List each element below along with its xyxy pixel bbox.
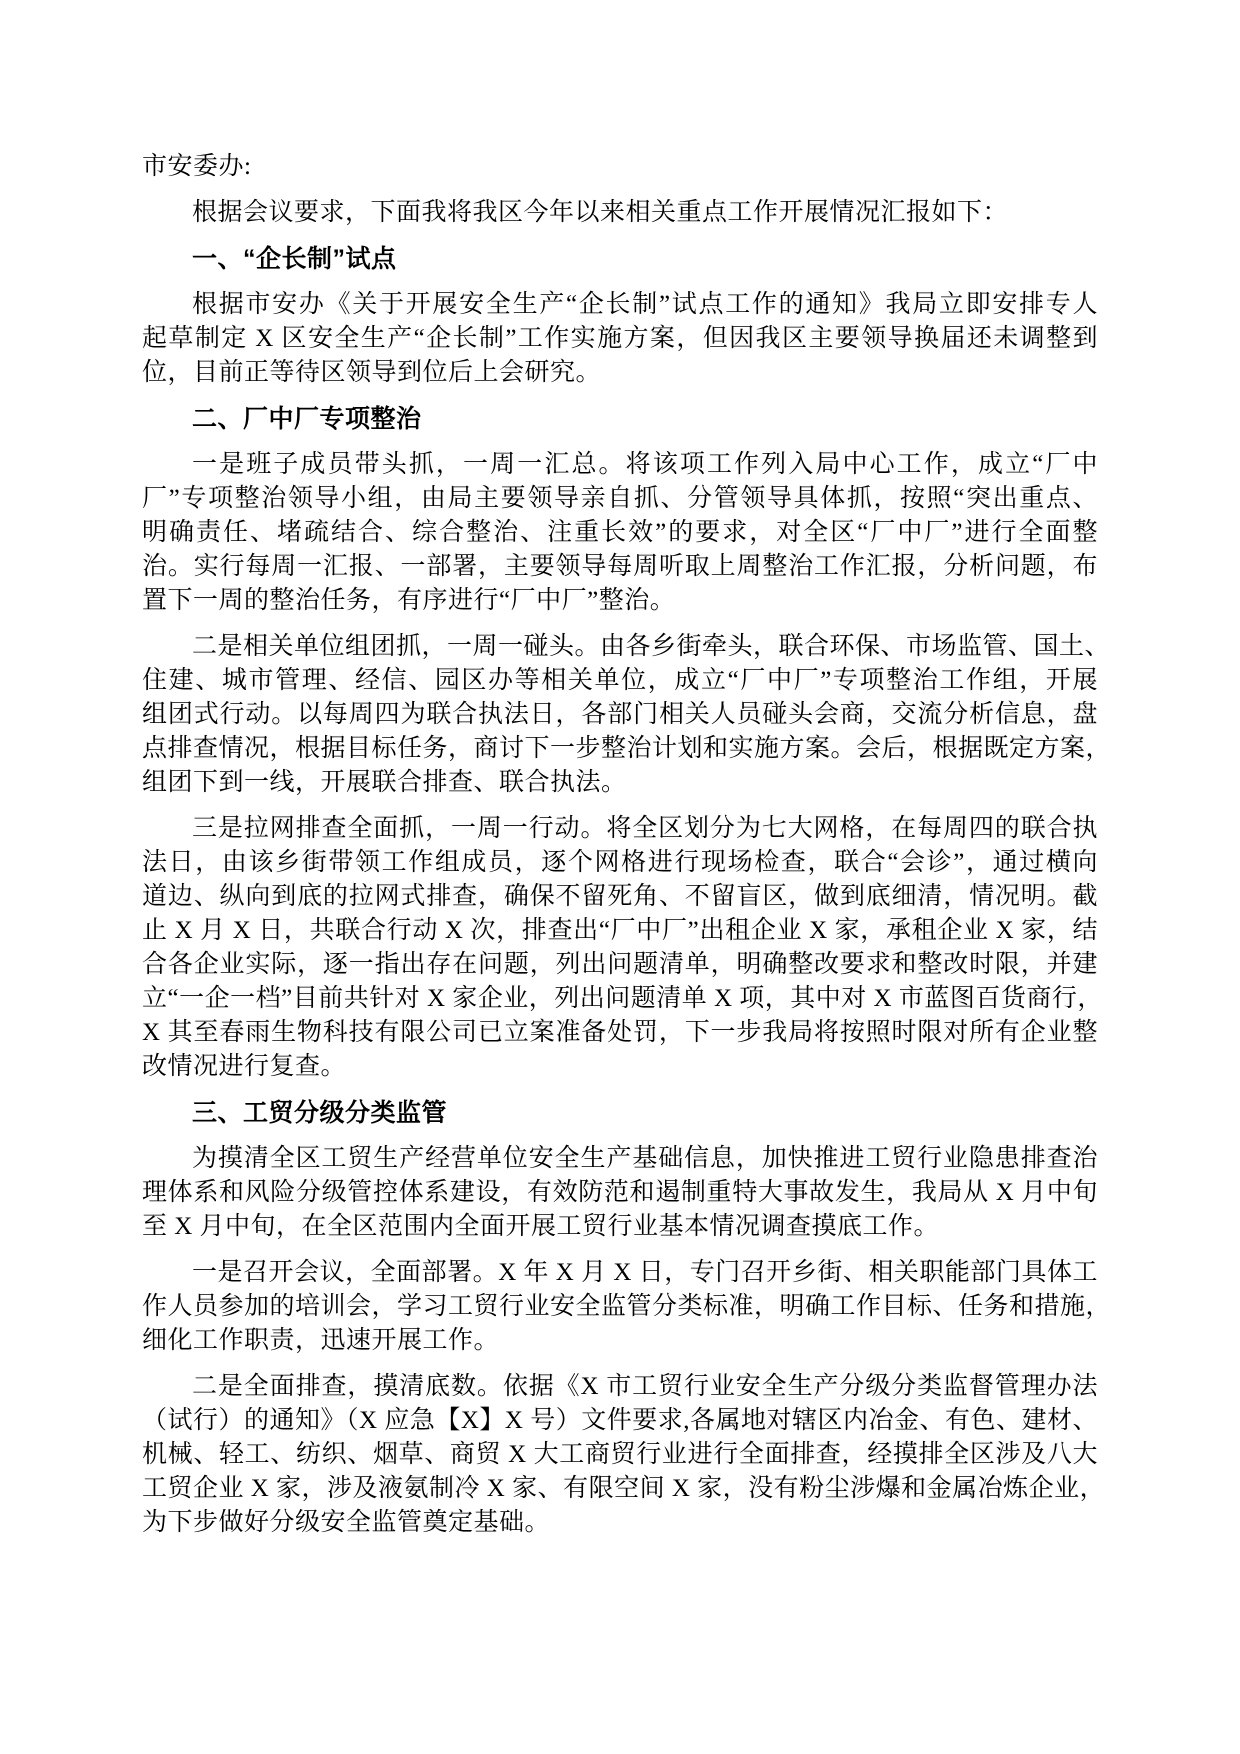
text-line: 至 X 月中旬，在全区范围内全面开展工贸行业基本情况调查摸底工作。 bbox=[142, 1213, 940, 1240]
text-line: 为下步做好分级安全监管奠定基础。 bbox=[142, 1509, 551, 1536]
text-line: 明确责任、堵疏结合、综合整治、注重长效”的要求，对全区“厂中厂”进行全面整 bbox=[142, 519, 1098, 546]
paragraph bbox=[142, 630, 1112, 800]
text-line: 为摸清全区工贸生产经营单位安全生产基础信息，加快推进工贸行业隐患排查治 bbox=[192, 1145, 1098, 1172]
text-line: 一、“企长制”试点 bbox=[192, 245, 397, 273]
text-line: 止 X 月 X 日，共联合行动 X 次，排查出“厂中厂”出租企业 X 家，承租企业 X 家，结 bbox=[142, 917, 1098, 944]
paragraph bbox=[142, 1256, 1112, 1358]
text-line: 道边、纵向到底的拉网式排查，确保不留死角、不留盲区，做到底细清，情况明。截 bbox=[142, 883, 1098, 910]
paragraph bbox=[142, 196, 1098, 230]
text-line: X 其至春雨生物科技有限公司已立案准备处罚，下一步我局将按照时限对所有企业整 bbox=[142, 1019, 1098, 1046]
text-line: 三、工贸分级分类监管 bbox=[192, 1099, 448, 1127]
text-line: 合各企业实际，逐一指出存在问题，列出问题清单，明确整改要求和整改时限，并建 bbox=[142, 951, 1098, 978]
text-line: 市安委办: bbox=[142, 153, 252, 180]
paragraph bbox=[142, 448, 1098, 618]
text-line: 起草制定 X 区安全生产“企长制”工作实施方案，但因我区主要领导换届还未调整到 bbox=[142, 325, 1098, 352]
text-line: 一是班子成员带头抓，一周一汇总。将该项工作列入局中心工作，成立“厂中 bbox=[192, 451, 1098, 478]
section-heading bbox=[142, 402, 1098, 436]
text-line: 立“一企一档”目前共针对 X 家企业，列出问题清单 X 项，其中对 X 市蓝图百货商行， bbox=[142, 985, 1103, 1012]
text-line: 理体系和风险分级管控体系建设，有效防范和遏制重特大事故发生，我局从 X 月中旬 bbox=[142, 1179, 1098, 1206]
section-heading bbox=[142, 1096, 1098, 1130]
section-heading bbox=[142, 242, 1098, 276]
text-line: 一是召开会议，全面部署。X 年 X 月 X 日，专门召开乡街、相关职能部门具体工 bbox=[192, 1259, 1098, 1286]
text-line: 治。实行每周一汇报、一部署，主要领导每周听取上周整治工作汇报，分析问题，布 bbox=[142, 553, 1098, 580]
text-line: （试行）的通知》（X 应急【X】X 号）文件要求,各属地对辖区内冶金、有色、建材、 bbox=[142, 1407, 1098, 1434]
text-line: 三是拉网排查全面抓，一周一行动。将全区划分为七大网格，在每周四的联合执 bbox=[192, 815, 1098, 842]
text-line: 组团式行动。以每周四为联合执法日，各部门相关人员碰头会商，交流分析信息，盘 bbox=[142, 701, 1098, 728]
salutation bbox=[142, 150, 1098, 184]
text-line: 置下一周的整治任务，有序进行“厂中厂”整治。 bbox=[142, 587, 676, 614]
document-content bbox=[142, 150, 1112, 1552]
text-line: 位，目前正等待区领导到位后上会研究。 bbox=[142, 359, 602, 386]
paragraph bbox=[142, 1142, 1098, 1244]
text-line: 二是全面排查，摸清底数。依据《X 市工贸行业安全生产分级分类监督管理办法 bbox=[192, 1373, 1098, 1400]
text-line: 工贸企业 X 家，涉及液氨制冷 X 家、有限空间 X 家，没有粉尘涉爆和金属冶炼企业， bbox=[142, 1475, 1106, 1502]
paragraph bbox=[142, 812, 1103, 1084]
text-line: 组团下到一线，开展联合排查、联合执法。 bbox=[142, 769, 627, 796]
paragraph bbox=[142, 288, 1098, 390]
text-line: 根据会议要求，下面我将我区今年以来相关重点工作开展情况汇报如下： bbox=[192, 199, 1009, 226]
text-line: 作人员参加的培训会，学习工贸行业安全监管分类标准，明确工作目标、任务和措施， bbox=[142, 1293, 1112, 1320]
text-line: 法日，由该乡街带领工作组成员，逐个网格进行现场检查，联合“会诊”，通过横向 bbox=[142, 849, 1098, 876]
text-line: 改情况进行复查。 bbox=[142, 1053, 347, 1080]
text-line: 二是相关单位组团抓，一周一碰头。由各乡街牵头，联合环保、市场监管、国土、 bbox=[192, 633, 1111, 660]
text-line: 点排查情况，根据目标任务，商讨下一步整治计划和实施方案。会后，根据既定方案， bbox=[142, 735, 1112, 762]
text-line: 根据市安办《关于开展安全生产“企长制”试点工作的通知》我局立即安排专人 bbox=[192, 291, 1098, 318]
text-line: 厂”专项整治领导小组，由局主要领导亲自抓、分管领导具体抓，按照“突出重点、 bbox=[142, 485, 1098, 512]
text-line: 细化工作职责，迅速开展工作。 bbox=[142, 1327, 500, 1354]
text-line: 二、厂中厂专项整治 bbox=[192, 405, 422, 433]
text-line: 住建、城市管理、经信、园区办等相关单位，成立“厂中厂”专项整治工作组，开展 bbox=[142, 667, 1098, 694]
text-line: 机械、轻工、纺织、烟草、商贸 X 大工商贸行业进行全面排查，经摸排全区涉及八大 bbox=[142, 1441, 1098, 1468]
paragraph bbox=[142, 1370, 1106, 1540]
